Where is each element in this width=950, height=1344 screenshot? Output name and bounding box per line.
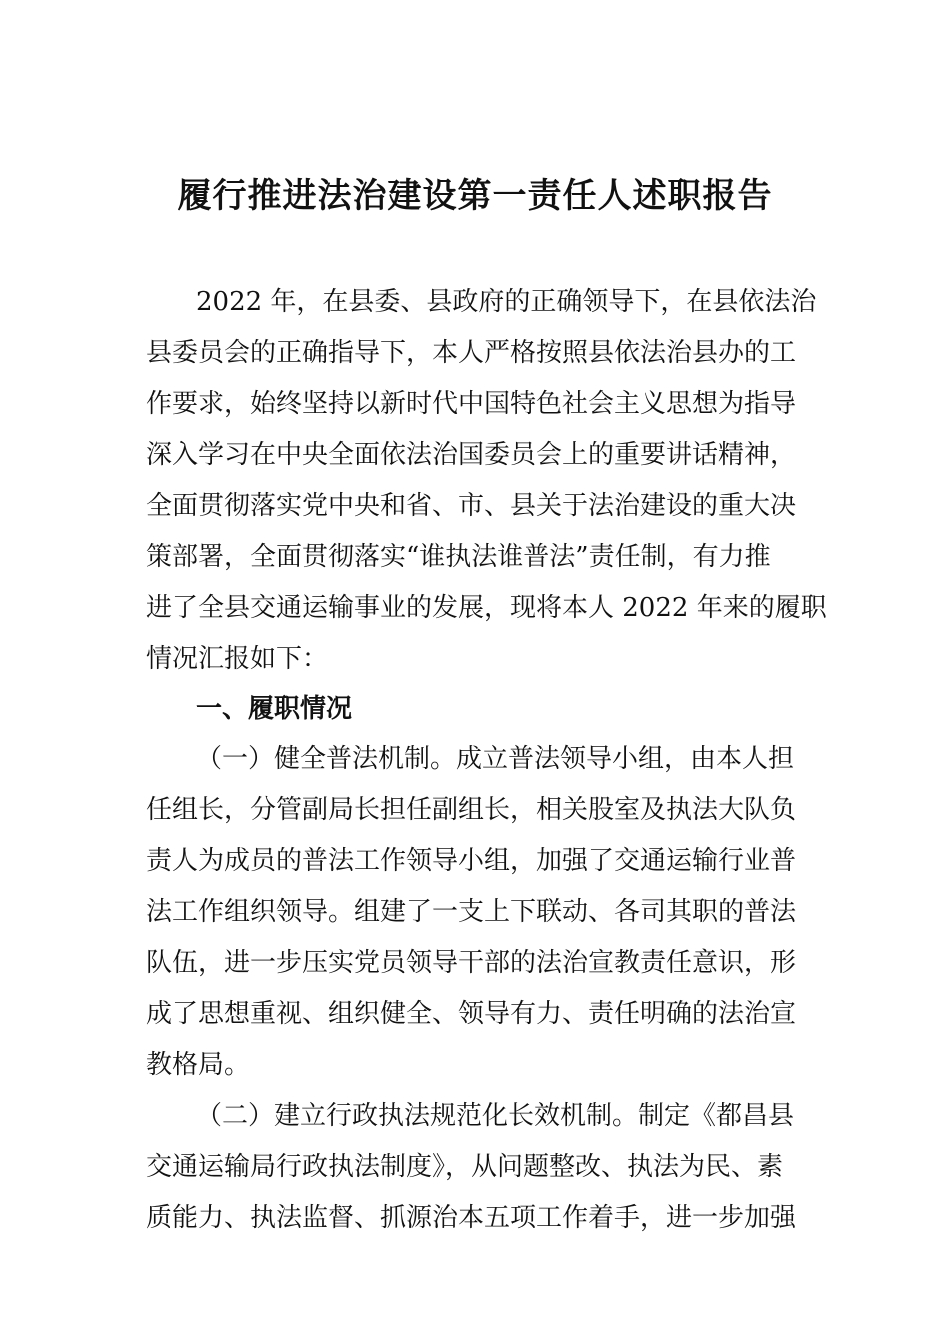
paragraph-line xyxy=(0,989,950,1039)
line-text: 策部署，全面贯彻落实“谁执法谁普法”责任制，有力推 xyxy=(146,542,771,572)
paragraph-line xyxy=(0,481,950,531)
line-text: 作要求，始终坚持以新时代中国特色社会主义思想为指导 xyxy=(146,389,797,419)
section-heading xyxy=(0,684,950,734)
paragraph-line xyxy=(0,1142,950,1192)
line-text: （一）健全普法机制。成立普法领导小组，由本人担 xyxy=(196,744,795,774)
paragraph-line xyxy=(0,887,950,937)
line-text: 县委员会的正确指导下，本人严格按照县依法治县办的工 xyxy=(146,338,797,368)
line-text: 任组长，分管副局长担任副组长，相关股室及执法大队负 xyxy=(146,795,797,825)
paragraph-line xyxy=(0,836,950,886)
paragraph-line xyxy=(0,734,950,784)
paragraph-line xyxy=(0,328,950,378)
line-text: 责人为成员的普法工作领导小组，加强了交通运输行业普 xyxy=(146,846,797,876)
paragraph-line xyxy=(0,1040,950,1090)
line-text: 教格局。 xyxy=(146,1050,251,1080)
line-text: 质能力、执法监督、抓源治本五项工作着手，进一步加强 xyxy=(146,1203,797,1233)
line-text: 2022 年，在县委、县政府的正确领导下，在县依法治 xyxy=(196,287,817,317)
line-text: （二）建立行政执法规范化长效机制。制定《都昌县 xyxy=(196,1101,795,1131)
paragraph-line xyxy=(0,379,950,429)
line-text: 成了思想重视、组织健全、领导有力、责任明确的法治宣 xyxy=(146,999,797,1029)
line-text: 全面贯彻落实党中央和省、市、县关于法治建设的重大决 xyxy=(146,491,797,521)
document-title: 履行推进法治建设第一责任人述职报告 xyxy=(177,176,773,216)
line-text: 交通运输局行政执法制度》，从问题整改、执法为民、素 xyxy=(146,1152,784,1182)
heading-text: 一、履职情况 xyxy=(196,694,353,724)
line-text: 法工作组织领导。组建了一支上下联动、各司其职的普法 xyxy=(146,897,797,927)
paragraph-line xyxy=(0,277,950,327)
line-text: 深入学习在中央全面依法治国委员会上的重要讲话精神， xyxy=(146,440,797,470)
line-text: 队伍，进一步压实党员领导干部的法治宣教责任意识，形 xyxy=(146,948,797,978)
paragraph-line xyxy=(0,634,950,684)
paragraph-line xyxy=(0,938,950,988)
paragraph-line xyxy=(0,430,950,480)
paragraph-line xyxy=(0,1091,950,1141)
paragraph-line xyxy=(0,583,950,633)
line-text: 情况汇报如下： xyxy=(146,644,329,674)
paragraph-line xyxy=(0,532,950,582)
paragraph-line xyxy=(0,1193,950,1243)
paragraph-line xyxy=(0,785,950,835)
line-text: 进了全县交通运输事业的发展，现将本人 2022 年来的履职 xyxy=(146,593,827,623)
